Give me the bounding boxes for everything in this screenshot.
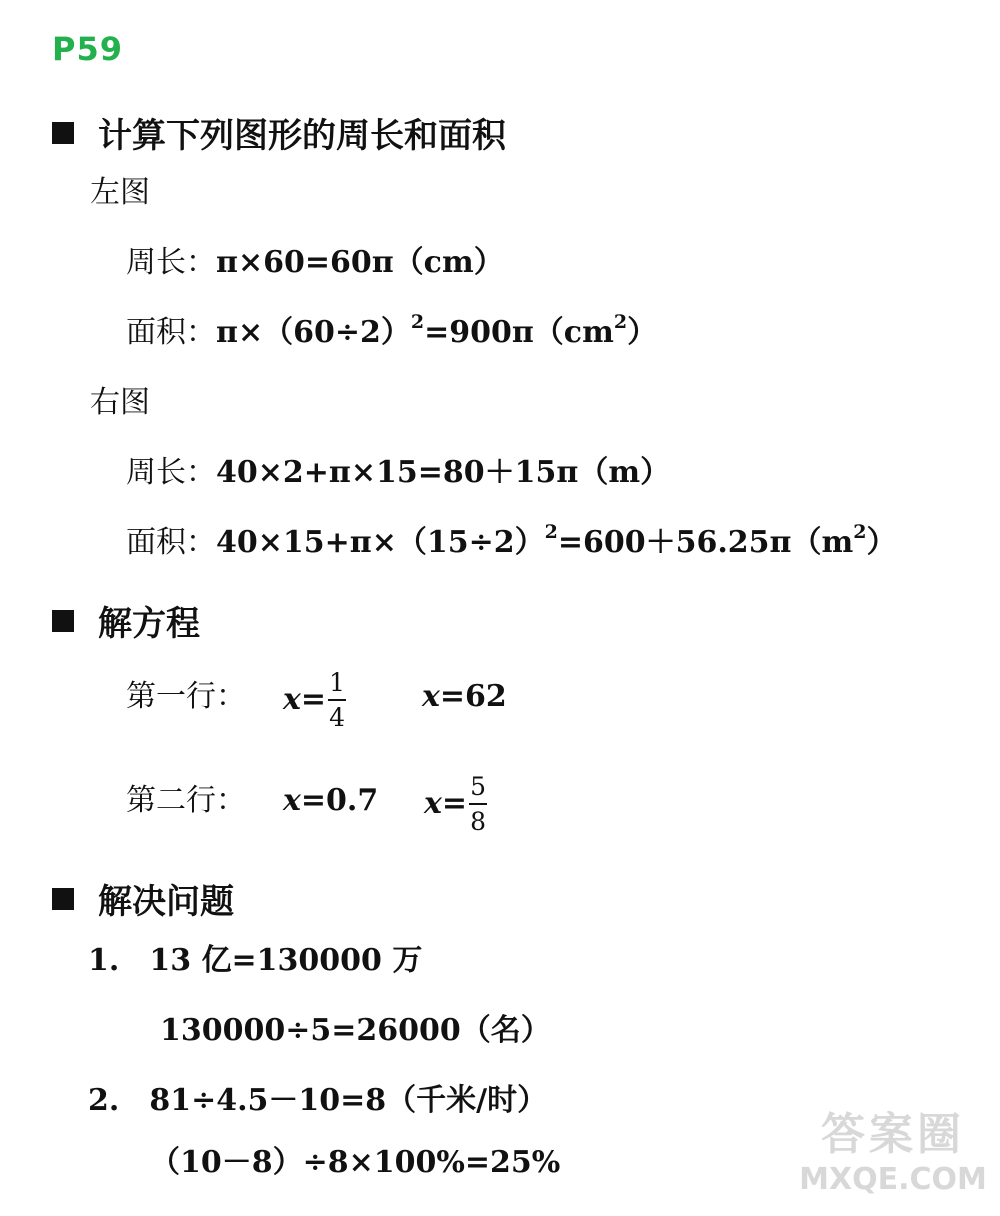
answer-value: =62 [439, 679, 507, 714]
page-number: P59 [52, 30, 123, 68]
right-figure-label: 右图 [90, 385, 150, 420]
watermark-site-text: MXQE.COM [799, 1162, 987, 1197]
denominator: 8 [470, 807, 486, 836]
equals-sign: = [441, 786, 468, 821]
square-bullet-icon [52, 610, 74, 632]
row2-label: 第二行： [126, 783, 246, 818]
numerator: 5 [470, 771, 486, 801]
area-label: 面积： [126, 315, 216, 350]
variable-x: x [424, 786, 442, 821]
variable-x: x [283, 682, 301, 717]
unit-exponent: 2 [853, 521, 867, 543]
fraction [328, 669, 346, 732]
equals-sign: = [300, 682, 327, 717]
answer-value: =0.7 [300, 783, 379, 818]
fraction-bar [469, 803, 487, 805]
left-figure-label: 左图 [90, 175, 150, 210]
problem-2-line-1: 2. 81÷4.5－10=8（千米/时） [88, 1083, 548, 1118]
row2-answer-a [283, 783, 379, 818]
left-perimeter-line [126, 245, 504, 280]
watermark-logo-text: 答案圈 [821, 1109, 965, 1160]
perimeter-label: 周长： [126, 245, 216, 280]
section-title: 解决问题 [98, 882, 234, 922]
section-title: 解方程 [98, 604, 200, 644]
problem-1-line-1: 1. 13 亿=130000 万 [88, 943, 423, 978]
variable-x: x [422, 679, 440, 714]
row1-answer-a [283, 664, 346, 736]
right-area-formula-part: =600＋56.25π（m [557, 525, 854, 560]
square-bullet-icon [52, 888, 74, 910]
section-heading-equations [52, 596, 200, 645]
left-area-formula-part: ） [627, 315, 658, 350]
area-label: 面积： [126, 525, 216, 560]
row1-label: 第一行： [126, 679, 246, 714]
right-perimeter-line [126, 455, 671, 490]
right-area-formula-part: 40×15+π×（15÷2） [216, 525, 545, 560]
unit-exponent: 2 [613, 311, 628, 333]
watermark-logo [798, 1098, 988, 1208]
right-area-line [126, 521, 897, 560]
row1-answer-b [422, 679, 507, 714]
fraction-bar [328, 699, 346, 701]
problem-2-line-2: （10－8）÷8×100%=25% [150, 1145, 561, 1180]
row2-answer-b [424, 768, 487, 840]
left-perimeter-formula: π×60=60π（cm） [216, 245, 504, 280]
exponent: 2 [410, 311, 425, 333]
exponent: 2 [544, 521, 558, 543]
section-heading-problems [52, 874, 234, 923]
left-area-line [126, 311, 658, 350]
fraction [469, 773, 487, 836]
section-heading-perimeter-area [52, 108, 506, 157]
problem-1-line-2: 130000÷5=26000（名） [160, 1013, 551, 1048]
left-area-formula-part: =900π（cm [424, 315, 614, 350]
left-area-formula-part: π×（60÷2） [216, 315, 411, 350]
perimeter-label: 周长： [126, 455, 216, 490]
denominator: 4 [329, 703, 345, 732]
right-area-formula-part: ） [866, 525, 897, 560]
square-bullet-icon [52, 122, 74, 144]
variable-x: x [283, 783, 301, 818]
numerator: 1 [329, 667, 345, 697]
section-title: 计算下列图形的周长和面积 [98, 116, 506, 156]
right-perimeter-formula: 40×2+π×15=80＋15π（m） [216, 455, 671, 490]
